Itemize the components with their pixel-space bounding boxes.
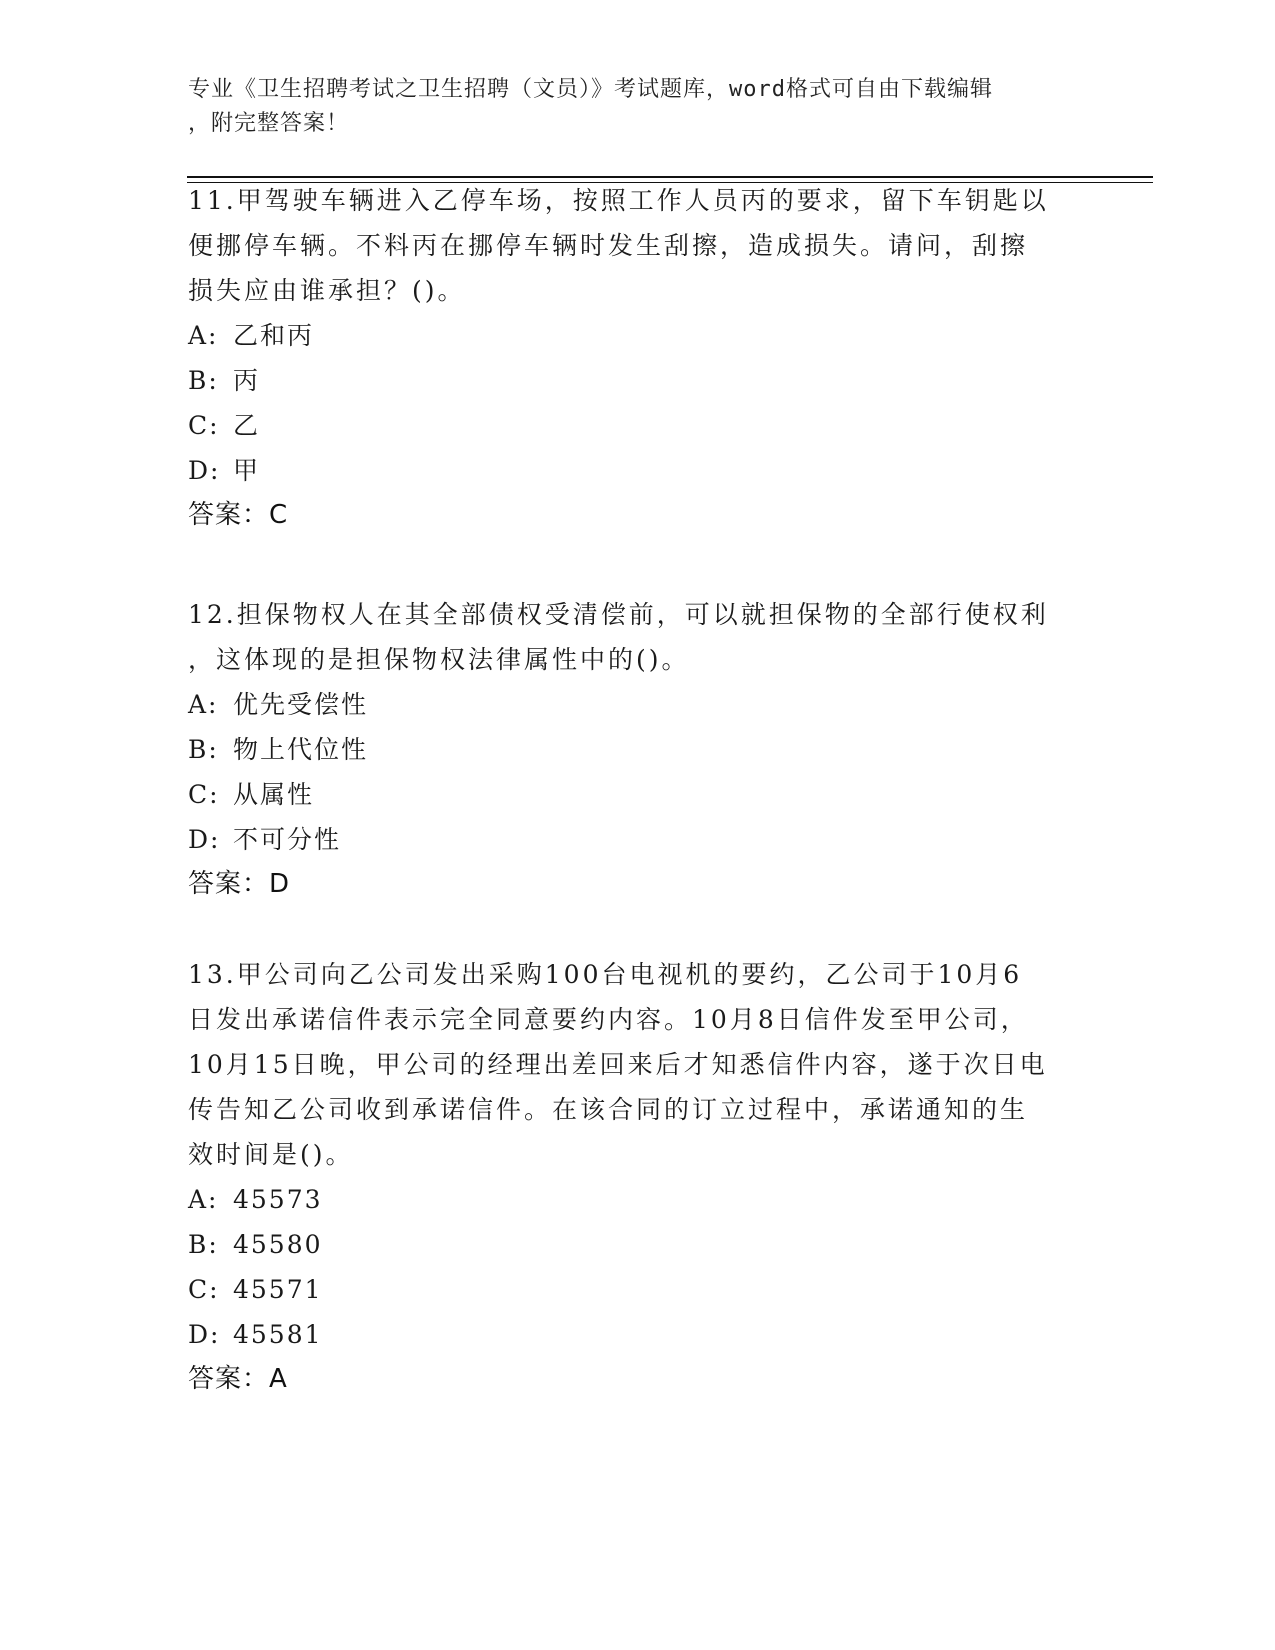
option-b (188, 358, 1088, 403)
question-text-line: 传告知乙公司收到承诺信件。在该合同的订立过程中，承诺通知的生 (188, 1095, 1029, 1124)
question-text-line: 11.甲驾驶车辆进入乙停车场，按照工作人员丙的要求，留下车钥匙以 (188, 186, 1049, 215)
question-11 (188, 178, 1088, 538)
option-letter: D: (188, 825, 221, 854)
option-letter: C: (188, 411, 220, 440)
option-letter: B: (188, 735, 219, 764)
option-c (188, 772, 1088, 817)
option-letter: A: (188, 690, 219, 719)
answer-line: 答案：D (188, 869, 291, 899)
option-text: 丙 (233, 366, 261, 395)
option-letter: D: (188, 456, 221, 485)
option-text: 45580 (233, 1230, 323, 1259)
option-text: 甲 (233, 456, 261, 485)
question-13 (188, 952, 1088, 1402)
option-letter: C: (188, 1275, 220, 1304)
option-a (188, 313, 1088, 358)
option-letter: D: (188, 1320, 221, 1349)
option-a (188, 1177, 1088, 1222)
option-b (188, 1222, 1088, 1267)
answer-line: 答案：C (188, 500, 289, 530)
question-text-line: 13.甲公司向乙公司发出采购100台电视机的要约，乙公司于10月6 (188, 960, 1023, 989)
option-text: 从属性 (233, 780, 315, 809)
option-a (188, 682, 1088, 727)
document-header (188, 73, 1068, 141)
option-letter: B: (188, 1230, 219, 1259)
question-text-line: 效时间是()。 (188, 1140, 354, 1169)
option-text: 物上代位性 (233, 735, 369, 764)
question-text-line: 10月15日晚，甲公司的经理出差回来后才知悉信件内容，遂于次日电 (188, 1050, 1048, 1079)
question-text-line: 日发出承诺信件表示完全同意要约内容。10月8日信件发至甲公司， (188, 1005, 1029, 1034)
option-text: 乙和丙 (233, 321, 315, 350)
option-text: 不可分性 (233, 825, 342, 854)
option-text: 45573 (233, 1185, 323, 1214)
option-c (188, 403, 1088, 448)
option-d (188, 448, 1088, 493)
option-d (188, 1312, 1088, 1357)
answer-line: 答案：A (188, 1364, 288, 1394)
option-d (188, 817, 1088, 862)
option-text: 45581 (233, 1320, 323, 1349)
question-text-line: ，这体现的是担保物权法律属性中的()。 (188, 645, 690, 674)
option-letter: A: (188, 1185, 219, 1214)
question-text-line: 损失应由谁承担？()。 (188, 276, 466, 305)
question-text-line: 12.担保物权人在其全部债权受清偿前，可以就担保物的全部行使权利 (188, 600, 1049, 629)
option-b (188, 727, 1088, 772)
question-text-line: 便挪停车辆。不料丙在挪停车辆时发生刮擦，造成损失。请问，刮擦 (188, 231, 1029, 260)
option-letter: C: (188, 780, 220, 809)
option-c (188, 1267, 1088, 1312)
option-letter: A: (188, 321, 219, 350)
header-line: ，附完整答案！ (188, 111, 350, 136)
header-line: 专业《卫生招聘考试之卫生招聘（文员）》考试题库，word格式可自由下载编辑 (188, 77, 993, 102)
option-text: 优先受偿性 (233, 690, 369, 719)
option-text: 45571 (233, 1275, 323, 1304)
option-letter: B: (188, 366, 219, 395)
question-12 (188, 592, 1088, 907)
option-text: 乙 (233, 411, 261, 440)
